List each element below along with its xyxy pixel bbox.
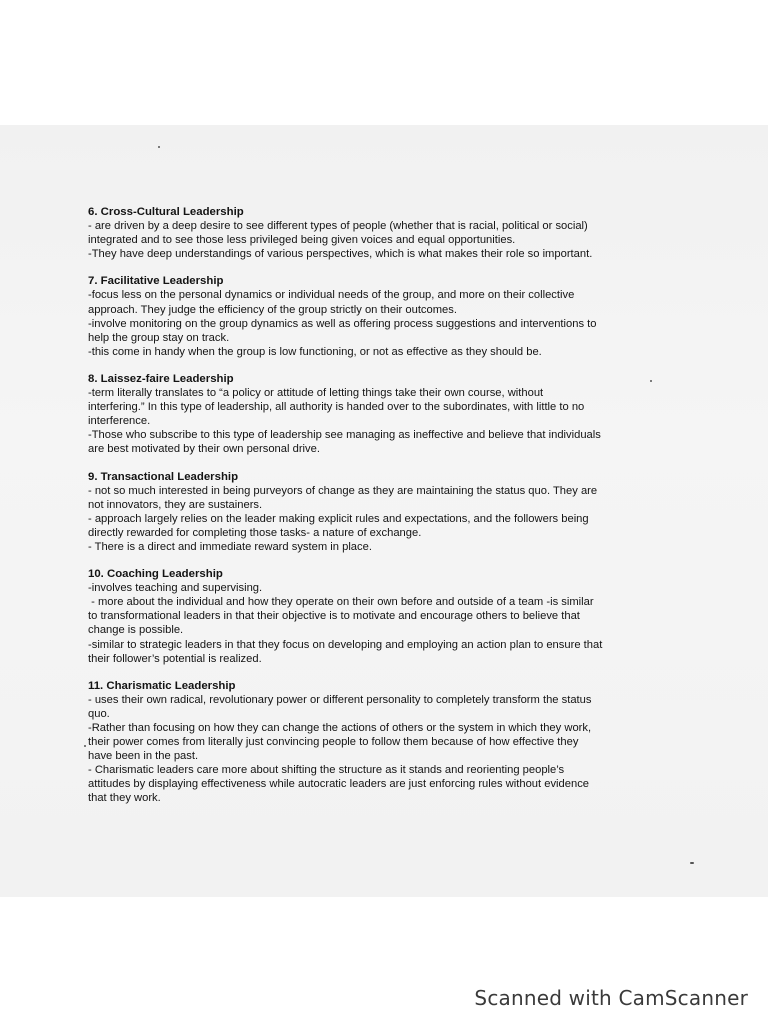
scan-speck [84,745,86,747]
text-line: change is possible. [88,624,184,637]
text-line: directly rewarded for completing those tasks- a nature of exchange. [88,526,422,539]
section-heading: 8. Laissez-faire Leadership [88,372,234,385]
section-laissez-faire [88,372,688,457]
section-heading: 10. Coaching Leadership [88,568,223,581]
text-line: have been in the past. [88,750,199,763]
section-heading: 6. Cross-Cultural Leadership [88,206,244,218]
text-line: their follower’s potential is realized. [88,652,262,665]
text-line: -similar to strategic leaders in that they focus on developing and employing an action plan to ensure that [88,638,603,651]
text-line: -Rather than focusing on how they can change the actions of others or the system in which they work, [88,722,592,734]
text-line: -involve monitoring on the group dynamics as well as offering process suggestions and interventions to [88,317,597,330]
text-line: approach. They judge the efficiency of the group strictly on their outcomes. [88,303,457,316]
text-line: integrated and to see those less privileged being given voices and equal opportunities. [88,234,516,247]
text-line: their power comes from literally just convincing people to follow them because of how effective they [88,736,579,749]
text-line: to transformational leaders in that their objective is to motivate and encourage others to believe that [88,610,580,623]
text-line: - not so much interested in being purveyors of change as they are maintaining the status quo. They are [88,484,598,497]
section-coaching [88,567,688,666]
text-line: -They have deep understandings of various perspectives, which is what makes their role so important. [88,248,593,261]
text-line: - more about the individual and how they operate on their own before and outside of a team -is similar [88,596,594,609]
section-facilitative [88,274,688,359]
section-transactional [88,470,688,555]
text-line: - approach largely relies on the leader making explicit rules and expectations, and the followers being [88,512,589,525]
text-line: not innovators, they are sustainers. [88,498,263,511]
scan-speck [158,146,160,148]
section-heading: 11. Charismatic Leadership [88,679,236,692]
section-heading: 9. Transactional Leadership [88,470,239,483]
text-line: - There is a direct and immediate reward system in place. [88,540,372,553]
document-body [88,205,688,819]
text-line: -involves teaching and supervising. [88,582,263,595]
text-line: attitudes by displaying effectiveness while autocratic leaders are just enforcing rules without evidence [88,778,590,791]
text-line: help the group stay on track. [88,331,230,344]
text-line: - uses their own radical, revolutionary power or different personality to completely transform the status [88,693,592,706]
text-line: quo. [88,707,110,720]
text-line: -Those who subscribe to this type of leadership see managing as ineffective and believe that individuals [88,429,601,442]
text-line: - are driven by a deep desire to see different types of people (whether that is racial, political or social) [88,220,588,233]
camscanner-watermark: Scanned with CamScanner [474,986,748,1010]
text-line: that they work. [88,792,161,805]
section-cross-cultural [88,205,688,261]
text-line: are best motivated by their own personal drive. [88,443,320,456]
text-line: -this come in handy when the group is low functioning, or not as effective as they should be. [88,345,542,358]
text-line: interference. [88,415,151,428]
text-line: - Charismatic leaders care more about shifting the structure as it stands and reorienting people’s [88,764,565,777]
text-line: -term literally translates to “a policy or attitude of letting things take their own course, without [88,387,544,400]
text-line: -focus less on the personal dynamics or individual needs of the group, and more on their collective [88,289,575,302]
section-heading: 7. Facilitative Leadership [88,275,224,288]
scan-speck [690,862,694,864]
section-charismatic [88,679,688,806]
text-line: interfering.” In this type of leadership, all authority is handed over to the subordinates, with little to no [88,401,585,414]
